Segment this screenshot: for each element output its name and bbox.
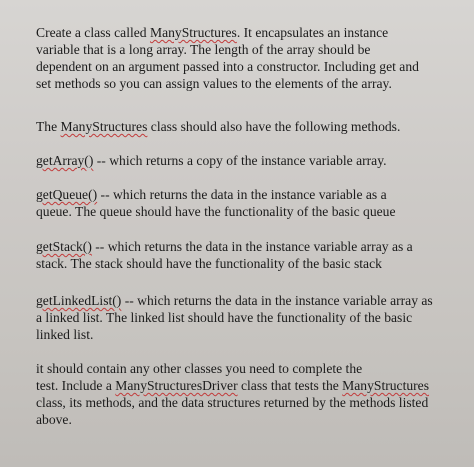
text-line: getLinkedList() -- which returns the data in the instance variable array as [36,293,433,308]
text-line: The ManyStructures class should also have the following methods. [36,119,401,134]
getstack-paragraph [36,238,456,272]
text-line: linked list. [36,327,94,342]
class-name-manystructures: ManyStructures [60,119,148,134]
methods-intro-paragraph [36,118,456,135]
text-line: Create a class called ManyStructures. It encapsulates an instance [36,25,389,40]
class-name-manystructures: ManyStructures [342,378,430,393]
text-line: a linked list. The linked list should have the functionality of the basic [36,310,413,325]
text-line: above. [36,412,72,427]
text-line: stack. The stack should have the functionality of the basic stack [36,256,382,271]
getlinkedlist-paragraph [36,292,456,343]
text-line: set methods so you can assign values to the elements of the array. [36,76,392,91]
text-line: variable that is a long array. The length of the array should be [36,42,371,57]
class-name-manystructures: ManyStructures [149,25,237,40]
text-line: it should contain any other classes you need to complete the [36,361,363,376]
getarray-paragraph [36,152,456,169]
text-line: class, its methods, and the data structures returned by the methods listed [36,395,429,410]
intro-paragraph [36,24,456,92]
text-line: getQueue() -- which returns the data in the instance variable as a [36,187,387,202]
text-line: test. Include a ManyStructuresDriver class that tests the ManyStructures [36,378,430,393]
method-getqueue: getQueue() [36,187,98,202]
text-line: getArray() -- which returns a copy of the instance variable array. [36,153,387,168]
class-name-manystructuresdriver: ManyStructuresDriver [115,378,238,393]
text-line: getStack() -- which returns the data in the instance variable array as a [36,239,413,254]
method-getlinkedlist: getLinkedList() [36,293,122,308]
method-getarray: getArray() [36,153,94,168]
driver-paragraph [36,360,456,428]
getqueue-paragraph [36,186,456,220]
method-getstack: getStack() [36,239,92,254]
text-line: dependent on an argument passed into a constructor. Including get and [36,59,419,74]
text-line: queue. The queue should have the functionality of the basic queue [36,204,396,219]
